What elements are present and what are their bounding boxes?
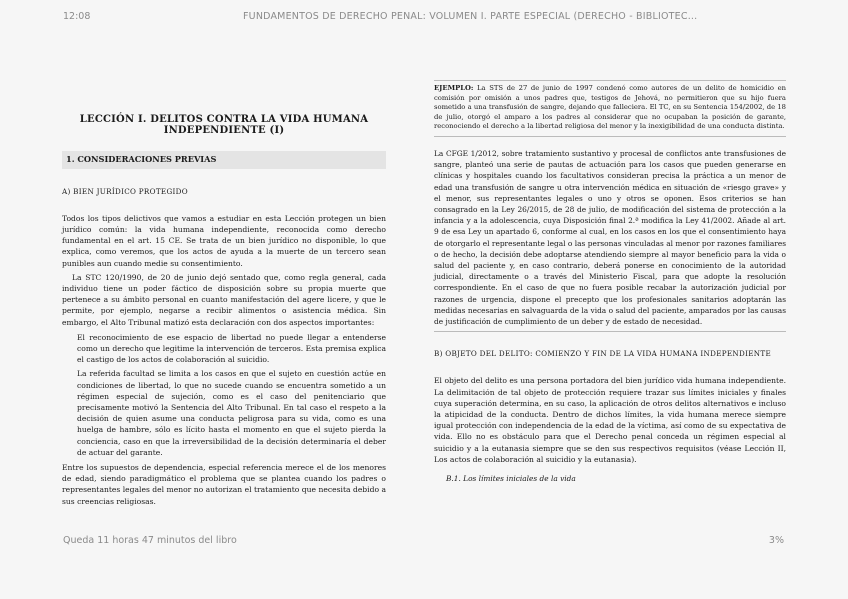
time-remaining: Queda 11 horas 47 minutos del libro [63, 535, 237, 546]
reader-top-bar [0, 0, 848, 34]
progress-percent: 3% [768, 535, 784, 546]
right-page [434, 80, 786, 484]
reader-bottom-bar [0, 530, 848, 554]
paragraph: La STC 120/1990, de 20 de junio dejó sentado que, como regla general, cada individuo tiene un poder fáctico de disposición sobre su propia muerte que pertenece a su ámbito personal en cuanto manifestación del agere licere, y que le permite, por ejemplo, negarse a recibir alimentos o asistencia médica. Sin embargo, el Alto Tribunal matizó esta declaración con dos aspectos importantes: [62, 272, 386, 327]
example-box [434, 80, 786, 137]
note-paragraph: La CFGE 1/2012, sobre tratamiento sustantivo y procesal de conflictos ante transfusiones de sangre, planteó una serie de pautas de actuación para los casos que pueden generarse en clínicas y hospitales cuando los facultativos consideran precisa la práctica a un menor de edad una transfusión de sangre u otra intervención médica en situación de «riesgo grave» y el menor, sus representantes legales o uno y otros se oponen. Esos criterios se han consagrado en la Ley 26/2015, de 28 de julio, de modificación del sistema de protección a la infancia y a la adolescencia, cuya Disposición final 2.ª modifica la Ley 41/2002. Añade al art. 9 de esa Ley un apartado 6, conforme al cual, en los casos en los que el consentimiento haya de otorgarlo el representante legal o las personas vinculadas al menor por razones familiares o de hecho, la decisión debe adoptarse atendiendo siempre al mayor beneficio para la vida o salud del paciente y, en caso contrario, deberá ponerse en conocimiento de la autoridad judicial, directamente o a través del Ministerio Fiscal, para que adopte la resolución correspondiente. En el caso de que no fuera posible recabar la autorización judicial por razones de urgencia, dispone el precepto que los profesionales sanitarios adoptarán las medidas necesarias en salvaguarda de la vida o salud del paciente, amparados por las causas de justificación de cumplimiento de un deber y de estado de necesidad. [434, 148, 786, 332]
paragraph: Entre los supuestos de dependencia, especial referencia merece el de los menores de edad, siendo paradigmático el problema que se plantea cuando los padres o representantes legales del menor no autorizan el tratamiento que necesita debido a sus creencias religiosas. [62, 463, 386, 506]
book-title[interactable]: FUNDAMENTOS DE DERECHO PENAL: VOLUMEN I. PARTE ESPECIAL (DERECHO - BIBLIOTEC... [243, 11, 698, 22]
paragraph: El objeto del delito es una persona portadora del bien jurídico vida humana independiente. La delimitación de tal objeto de protección requiere trazar sus límites iniciales y finales cuya superación determina, en su caso, la aplicación de otros delitos alternativos e incluso la atipicidad de la conducta. Dentro de dichos límites, la vida humana merece siempre igual protección con independencia de la edad de la víctima, así como de su expectativa de vida. Ello no es obstáculo para que el Derecho penal conceda un régimen especial al suicidio y a la eutanasia siempre que se den sus respectivos requisitos (véase Lección II, Los actos de colaboración al suicidio y la eutanasia). [434, 376, 786, 464]
list-item: El reconocimiento de ese espacio de libertad no puede llegar a entenderse como un derecho que legitime la intervención de terceros. Esta premisa explica el castigo de los actos de colaboración al suicidio. [77, 332, 386, 365]
clock-time: 12:08 [63, 11, 91, 22]
bullet-list [62, 332, 386, 458]
chapter-title: LECCIÓN I. DELITOS CONTRA LA VIDA HUMANA INDEPENDIENTE (I) [79, 114, 369, 137]
example-text: La STS de 27 de junio de 1997 condenó como autores de un delito de homicidio en comisión por omisión a unos padres que, testigos de Jehová, no permitieron que su hijo fuera sometido a una transfusión de sangre, dejando que falleciera. El TC, en su Sentencia 154/2002, de 18 de julio, otorgó el amparo a los padres al considerar que no ocupaban la posición de garante, reconociendo el derecho a la libertad religiosa del menor y la inexigibilidad de una conducta distinta. [434, 84, 786, 131]
subsection-heading: A) BIEN JURÍDICO PROTEGIDO [62, 186, 188, 196]
subsubsection-heading: B.1. Los límites iniciales de la vida [446, 474, 576, 484]
paragraph: Todos los tipos delictivos que vamos a estudiar en esta Lección protegen un bien jurídico común: la vida humana independiente, reconocida como derecho fundamental en el art. 15 CE. Se trata de un bien jurídico no disponible, lo que explica, como veremos, que los actos de ayuda a la muerte de un tercero sean punibles aun cuando medie su consentimiento. [62, 213, 386, 268]
left-page [62, 76, 386, 510]
list-item: La referida facultad se limita a los casos en que el sujeto en cuestión actúe en condiciones de libertad, lo que no sucede cuando se encuentra sometido a un régimen especial de sujeción, como es el caso del penitenciario que precisamente motivó la Sentencia del Alto Tribunal. En tal caso el respeto a la decisión de quien asume una conducta peligrosa para su vida, como es una huelga de hambre, sólo es lícito hasta el momento en que el sujeto pierda la conciencia, caso en que la irreversibilidad de la decisión determinaría el deber de actuar del garante. [77, 369, 386, 457]
section-heading: 1. CONSIDERACIONES PREVIAS [62, 151, 386, 168]
example-label: EJEMPLO: [434, 84, 474, 92]
subsection-heading: B) OBJETO DEL DELITO: COMIENZO Y FIN DE LA VIDA HUMANA INDEPENDIENTE [434, 349, 771, 359]
